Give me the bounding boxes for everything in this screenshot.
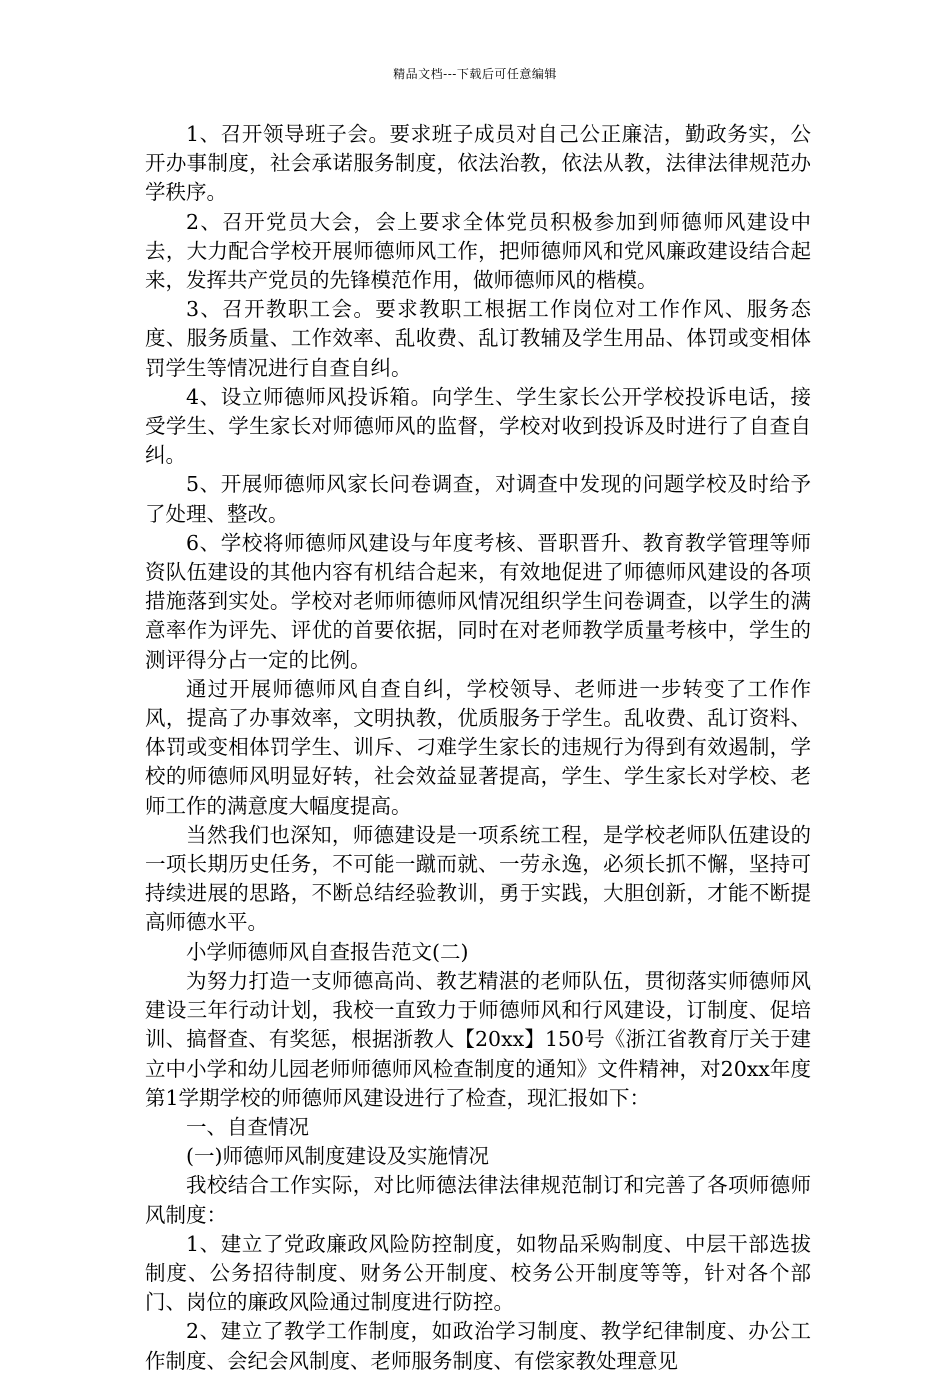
- paragraph: 2、建立了教学工作制度，如政治学习制度、教学纪律制度、办公工作制度、会纪会风制度、老师服务制度、有偿家教处理意见: [145, 1319, 811, 1373]
- paragraph: 1、建立了党政廉政风险防控制度，如物品采购制度、中层干部选拔制度、公务招待制度、财务公开制度、校务公开制度等等，针对各个部门、岗位的廉政风险通过制度进行防控。: [145, 1231, 811, 1315]
- paragraph: 1、召开领导班子会。要求班子成员对自己公正廉洁，勤政务实，公开办事制度，社会承诺服务制度，依法治教，依法从教，法律法律规范办学秩序。: [145, 122, 811, 205]
- paragraph: 6、学校将师德师风建设与年度考核、晋职晋升、教育教学管理等师资队伍建设的其他内容有机结合起来，有效地促进了师德师风建设的各项措施落到实处。学校对老师师德师风情况组织学生问卷调查，以学生的满意率作为评先、评优的首要依据，同时在对老师教学质量考核中，学生的测评得分占一定的比例。: [145, 530, 811, 672]
- document-body: [145, 120, 811, 1376]
- section-title: 小学师德师风自查报告范文(二): [186, 939, 469, 964]
- paragraph: 5、开展师德师风家长问卷调查，对调查中发现的问题学校及时给予了处理、整改。: [145, 472, 811, 526]
- paragraph: 3、召开教职工会。要求教职工根据工作岗位对工作作风、服务态度、服务质量、工作效率、乱收费、乱订教辅及学生用品、体罚或变相体罚学生等情况进行自查自纠。: [145, 297, 811, 380]
- paragraph: 4、设立师德师风投诉箱。向学生、学生家长公开学校投诉电话，接受学生、学生家长对师德师风的监督，学校对收到投诉及时进行了自查自纠。: [145, 384, 811, 468]
- page-header: 精品文档---下载后可任意编辑: [393, 67, 557, 81]
- paragraph: 2、召开党员大会，会上要求全体党员积极参加到师德师风建设中去，大力配合学校开展师德师风工作，把师德师风和党风廉政建设结合起来，发挥共产党员的先锋模范作用，做师德师风的楷模。: [145, 209, 811, 293]
- section-heading: 一、自查情况: [186, 1114, 309, 1139]
- paragraph: 当然我们也深知，师德建设是一项系统工程，是学校老师队伍建设的一项长期历史任务，不可能一蹴而就、一劳永逸，必须长抓不懈，坚持可持续进展的思路，不断总结经验教训，勇于实践，大胆创新，才能不断提高师德水平。: [145, 822, 811, 935]
- paragraph: 我校结合工作实际，对比师德法律法律规范制订和完善了各项师德师风制度：: [145, 1173, 811, 1227]
- subsection-heading: (一)师德师风制度建设及实施情况: [186, 1144, 489, 1169]
- paragraph: 通过开展师德师风自查自纠，学校领导、老师进一步转变了工作作风，提高了办事效率，文明执教，优质服务于学生。乱收费、乱订资料、体罚或变相体罚学生、训斥、刁难学生家长的违规行为得到有效遏制，学校的师德师风明显好转，社会效益显著提高，学生、学生家长对学校、老师工作的满意度大幅度提高。: [145, 676, 811, 818]
- paragraph: 为努力打造一支师德高尚、教艺精湛的老师队伍，贯彻落实师德师风建设三年行动计划，我校一直致力于师德师风和行风建设，订制度、促培训、搞督查、有奖惩，根据浙教人【20xx】150号《浙江省教育厅关于建立中小学和幼儿园老师师德师风检查制度的通知》文件精神，对20xx年度第1学期学校的师德师风建设进行了检查，现汇报如下：: [145, 968, 811, 1110]
